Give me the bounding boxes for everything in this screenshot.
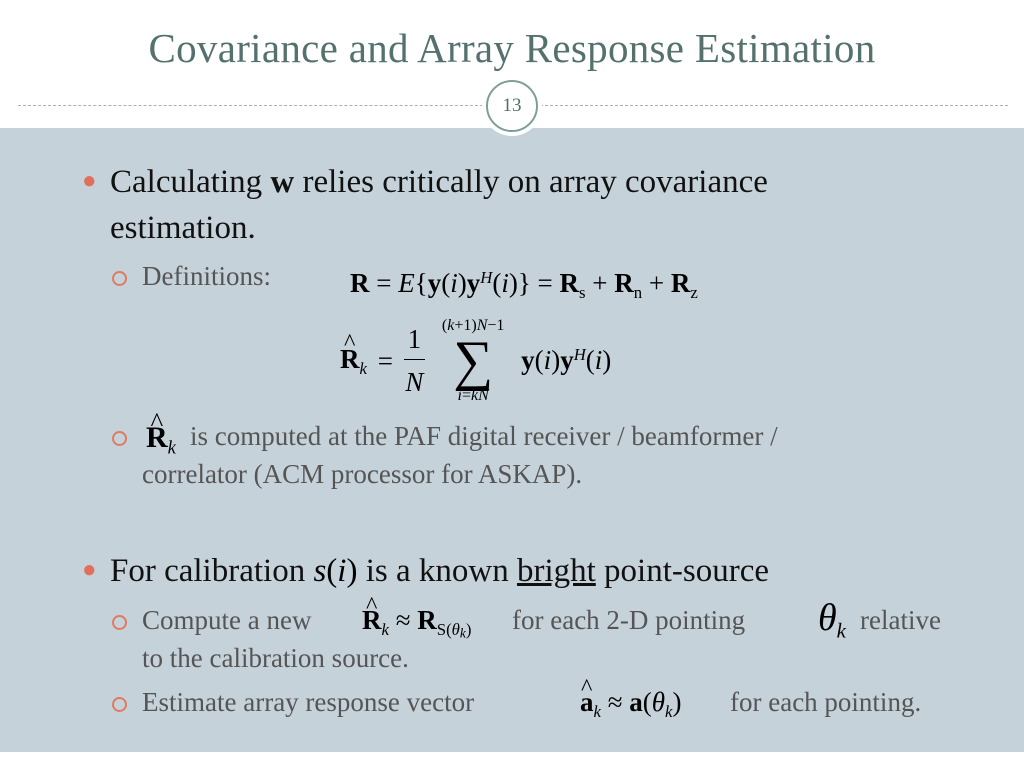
bullet-1-text-a: Calculating bbox=[110, 164, 271, 200]
r-hat-k-symbol: ^ $R_k$ bbox=[146, 420, 176, 467]
bullet-2-text-a: For calibration bbox=[110, 553, 314, 589]
equation-array-response: ^ $a_k \approx a(\theta_k)$ bbox=[580, 682, 681, 732]
sub-bullet-ring-2 bbox=[112, 431, 127, 446]
source-signal-symbol: s(i) bbox=[313, 553, 358, 589]
theta-k-symbol: $\theta_k$ bbox=[818, 597, 846, 643]
bullet-dot-2: ● bbox=[82, 557, 97, 583]
compute-line-text-c: relative bbox=[860, 605, 941, 635]
bullet-2-underlined: bright bbox=[516, 553, 596, 589]
compute-line-text-a: Compute a new bbox=[142, 605, 312, 635]
equation-covariance-definition: $R = E\{y(i)y^H(i)\} = R_s + R_n + R_z$ bbox=[350, 268, 698, 303]
compute-line-text-d: to the calibration source. bbox=[142, 643, 409, 673]
bullet-2-text-b: is a known bbox=[357, 553, 517, 589]
paf-receiver-line-1: is computed at the PAF digital receiver / beamformer / bbox=[190, 421, 778, 451]
bullet-2-text-c: point-source bbox=[595, 553, 769, 589]
page-number: 13 bbox=[502, 95, 522, 116]
bullet-dot-1: ● bbox=[82, 168, 97, 194]
bullet-1-line-2: estimation. bbox=[110, 210, 256, 246]
paf-receiver-line-2: correlator (ACM processor for ASKAP). bbox=[142, 459, 583, 489]
sub-bullet-ring-4 bbox=[112, 697, 127, 712]
equation-r-hat-approx: ^ $R_k \approx R_{S(\theta k)}$ bbox=[362, 600, 471, 654]
bullet-1-bold-w: w bbox=[270, 164, 295, 200]
compute-line-text-b: for each 2-D pointing bbox=[512, 605, 746, 635]
title-rule-right bbox=[540, 105, 1008, 106]
title-rule-left bbox=[18, 105, 488, 106]
estimate-line-text-b: for each pointing. bbox=[730, 687, 922, 717]
bullet-1-text-b: relies critically on array covariance bbox=[294, 164, 768, 200]
page-number-ring bbox=[486, 80, 538, 132]
bullet-1-line-1 bbox=[110, 160, 768, 204]
estimate-line-text-a: Estimate array response vector bbox=[142, 687, 475, 717]
page-number-badge bbox=[482, 76, 542, 136]
equation-sample-covariance: ^ $R_k$ = $\frac{1}{N}$ (k+1)N−1 ∑ i=kN $y(i)y^H(i)$ bbox=[340, 316, 611, 406]
slide-title: Covariance and Array Response Estimation bbox=[148, 25, 876, 71]
sub-bullet-ring-3 bbox=[112, 615, 127, 630]
bullet-2-line bbox=[110, 549, 769, 593]
definitions-label: Definitions: bbox=[142, 261, 271, 291]
sub-bullet-ring-1 bbox=[112, 271, 127, 286]
